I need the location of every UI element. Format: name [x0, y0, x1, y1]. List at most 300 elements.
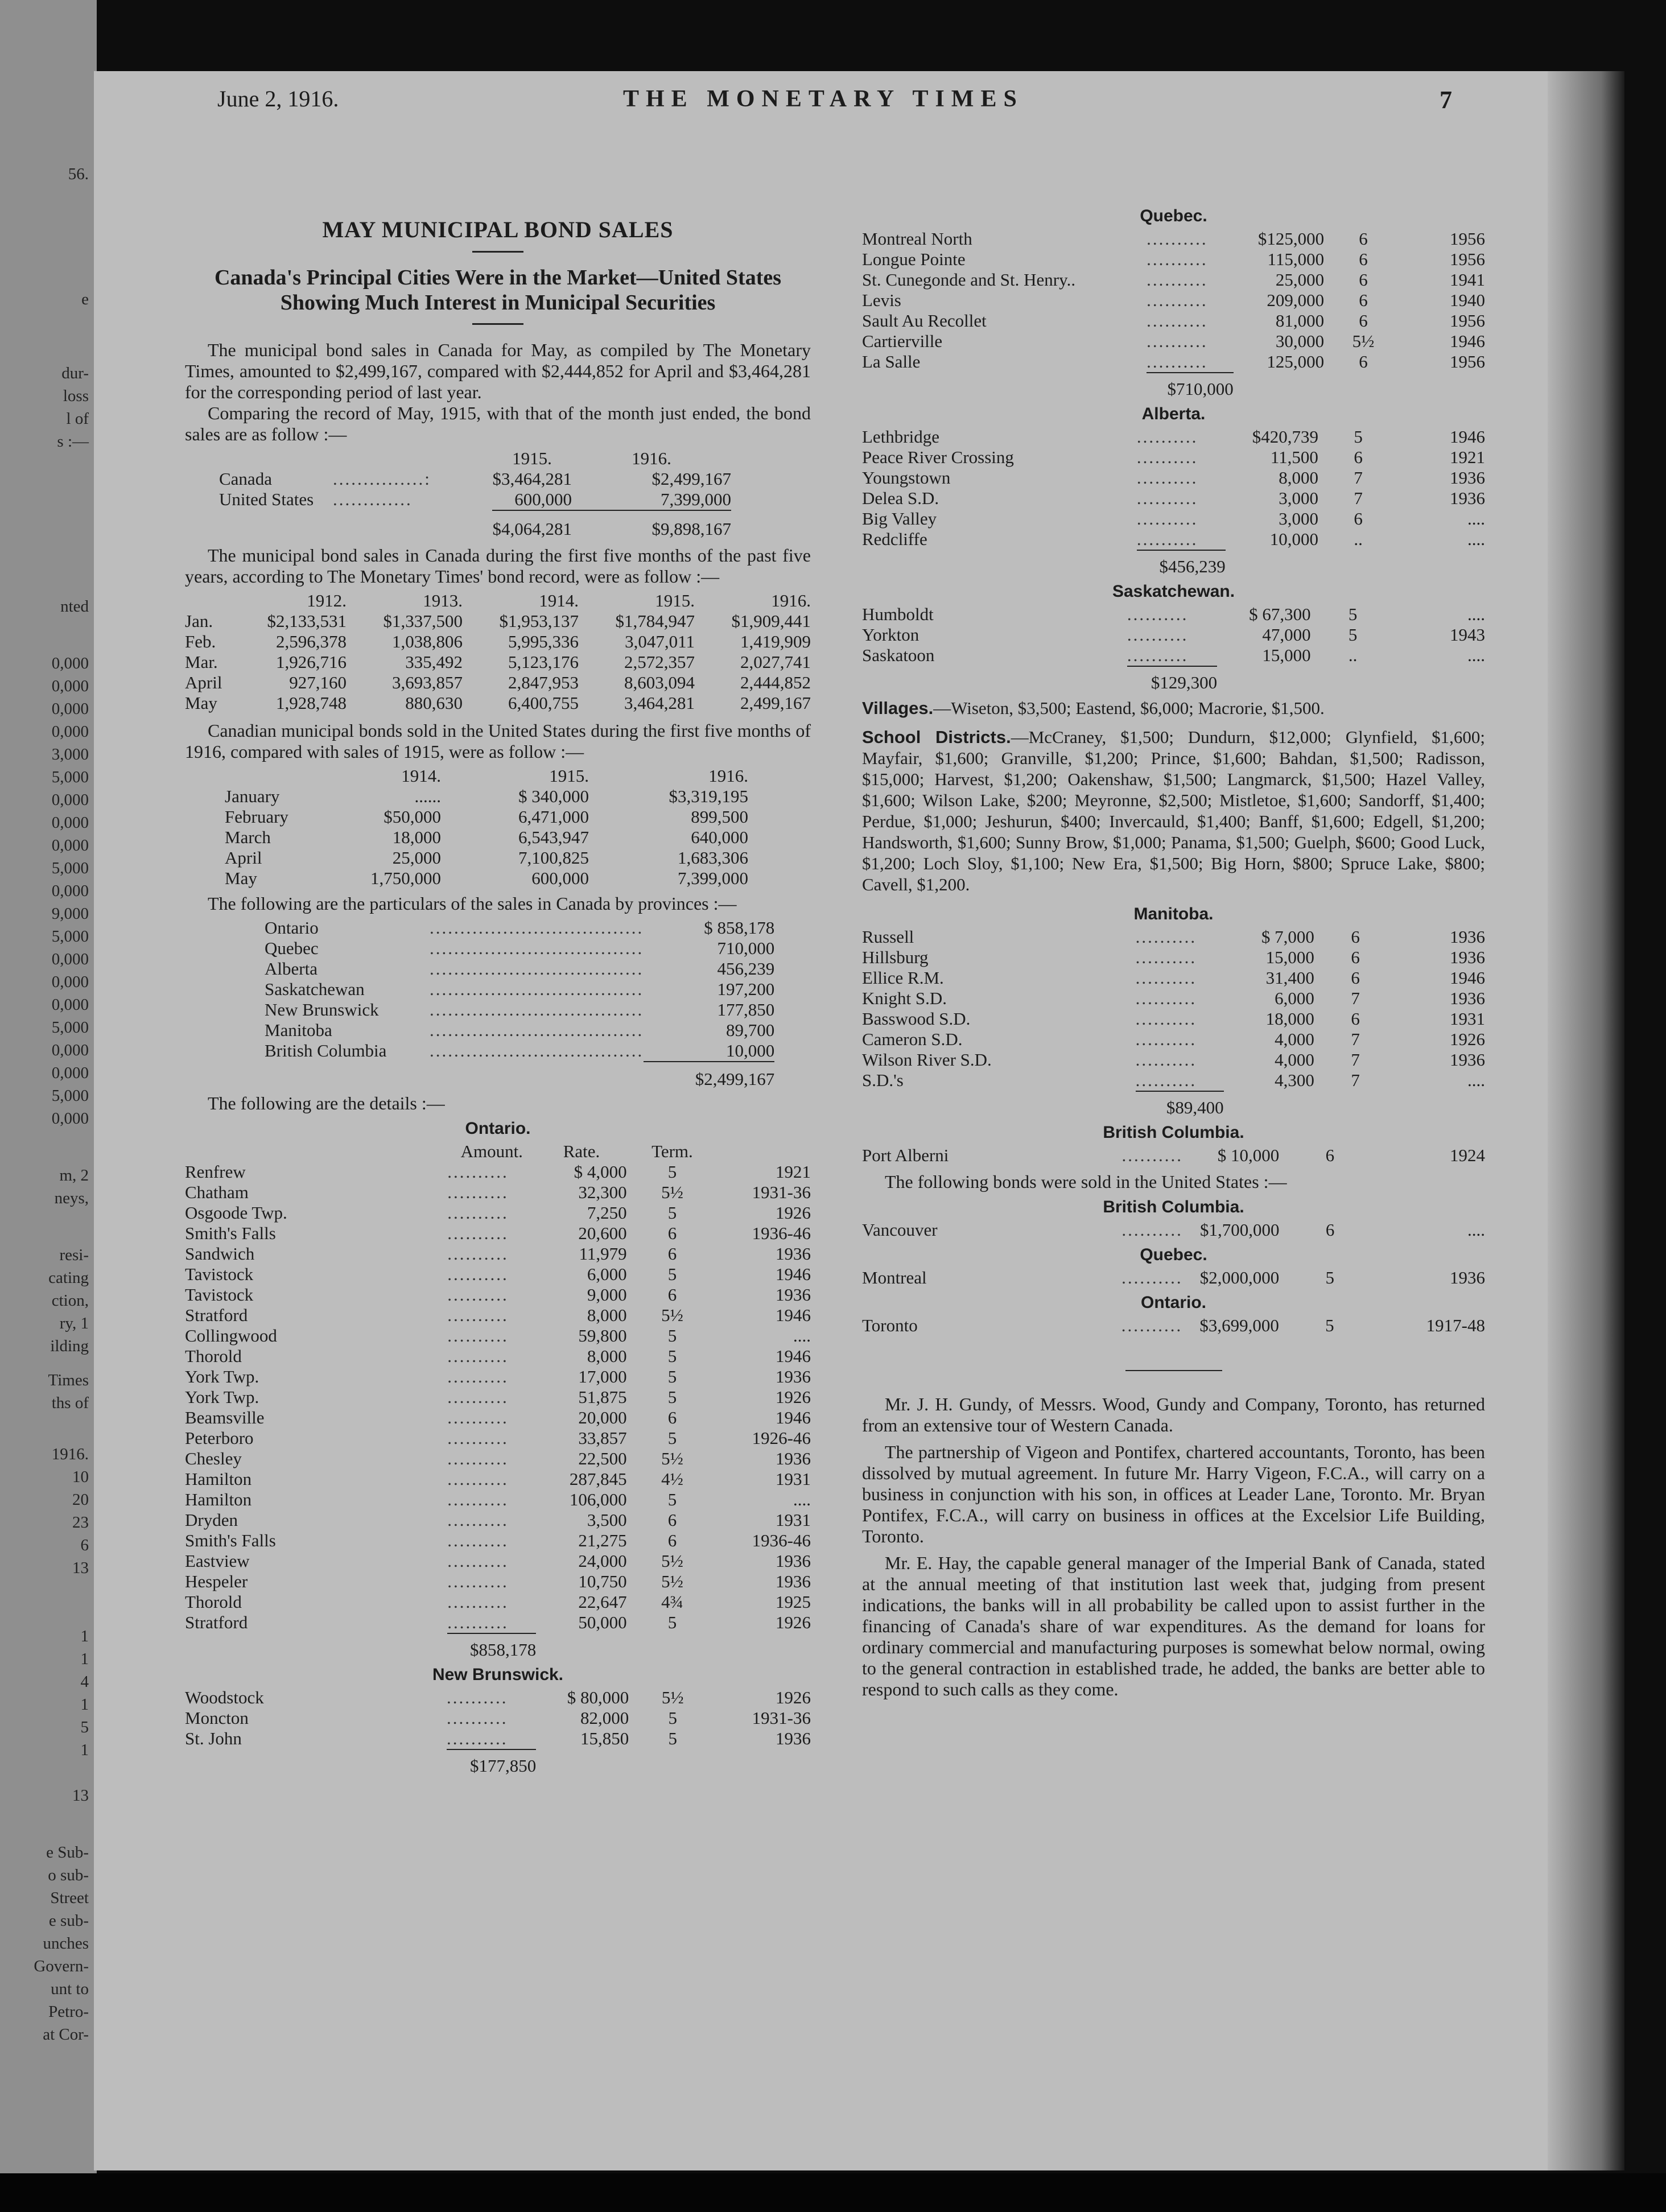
- intro-paragraph: The municipal bond sales in Canada for May, as compiled by The Monetary Times, amounted to $2,499,167, compared with $2,444,852 for April and $3,464,281 for the corresponding period of last year.: [185, 340, 811, 402]
- adjacent-page-text: cating: [48, 1269, 89, 1287]
- amount-cell: 2,572,357: [624, 652, 695, 672]
- total-cell: $89,400: [1136, 1091, 1224, 1118]
- term-cell: ....: [1467, 529, 1485, 549]
- table-row: [862, 1145, 1485, 1166]
- adjacent-page-text: unches: [43, 1934, 89, 1953]
- issue-date: June 2, 1916.: [217, 86, 339, 112]
- place-label: Woodstock: [185, 1687, 264, 1707]
- term-cell: 1956: [1450, 311, 1485, 331]
- amount-cell: 710,000: [717, 938, 775, 958]
- section-heading-manitoba: Manitoba.: [1133, 905, 1214, 923]
- amount-cell: 7,100,825: [518, 848, 589, 868]
- table-row: [862, 468, 1485, 488]
- term-cell: 1946: [776, 1346, 811, 1366]
- amount-cell: 51,875: [578, 1387, 627, 1407]
- total-cell: $129,300: [1127, 666, 1217, 693]
- amount-cell: $ 80,000: [567, 1687, 629, 1707]
- place-label: York Twp.: [185, 1367, 259, 1386]
- leader-dots: ..........: [1121, 1315, 1183, 1335]
- amount-cell: 82,000: [580, 1708, 629, 1728]
- term-cell: 1936: [1450, 1268, 1485, 1287]
- total-cell: $858,178: [447, 1633, 536, 1660]
- adjacent-page-text: resi-: [59, 1246, 89, 1264]
- leader-dots: ..........: [1147, 311, 1208, 331]
- table-row: [185, 1687, 811, 1708]
- place-label: Basswood S.D.: [862, 1009, 971, 1029]
- amount-cell: 5,123,176: [508, 652, 579, 672]
- place-label: Delea S.D.: [862, 488, 939, 508]
- rate-cell: 5: [667, 1612, 677, 1632]
- adjacent-page-text: 5,000: [51, 1087, 89, 1105]
- amount-cell: $3,464,281: [492, 469, 572, 489]
- amount-cell: 22,500: [578, 1448, 627, 1468]
- rate-cell: 6: [1354, 447, 1363, 467]
- table-row: [185, 1489, 811, 1510]
- rate-cell: 5: [1348, 625, 1358, 645]
- table-row: [185, 1428, 811, 1448]
- leader-dots: ..........: [1147, 352, 1208, 372]
- amount-cell: 1,928,748: [276, 693, 347, 713]
- place-label: Thorold: [185, 1346, 242, 1366]
- leader-dots: ..........: [447, 1162, 509, 1182]
- table-row: [185, 1244, 811, 1264]
- amount-cell: 3,000: [1279, 488, 1318, 508]
- amount-cell: $3,319,195: [669, 786, 748, 806]
- section-heading-quebec: Quebec.: [1140, 207, 1207, 225]
- leader-dots: ..........: [447, 1448, 509, 1468]
- amount-cell: 1,683,306: [678, 848, 748, 868]
- rate-cell: 6: [1351, 1009, 1360, 1029]
- adjacent-page-text: 5,000: [51, 927, 89, 946]
- amount-cell: $ 7,000: [1261, 927, 1314, 947]
- adjacent-page-text: loss: [63, 387, 89, 405]
- term-cell: 1936: [1450, 1050, 1485, 1070]
- place-label: Hespeler: [185, 1571, 248, 1591]
- adjacent-page-text: nted: [60, 597, 89, 616]
- adjacent-page-text: 0,000: [51, 836, 89, 855]
- place-label: Hillsburg: [862, 947, 929, 967]
- table-row: [862, 1029, 1485, 1050]
- amount-cell: 4,000: [1275, 1050, 1314, 1070]
- rate-cell: 5½: [1352, 331, 1375, 351]
- table-row: [185, 1367, 811, 1387]
- country-label: United States: [219, 489, 314, 509]
- table-row: [185, 1326, 811, 1346]
- section-heading-new-brunswick: New Brunswick.: [432, 1665, 564, 1684]
- us-bonds-intro: The following bonds were sold in the United States :—: [885, 1171, 1287, 1192]
- leader-dots: ..........: [1135, 1050, 1197, 1070]
- table-row: [185, 1162, 811, 1182]
- amount-cell: 32,300: [578, 1182, 627, 1202]
- adjacent-page-text: 1: [80, 1741, 89, 1759]
- leader-dots: ..........: [1135, 927, 1197, 947]
- leader-dots: ..........: [447, 1346, 509, 1366]
- term-cell: 1936: [1450, 468, 1485, 488]
- leader-dots: ..........: [447, 1285, 509, 1305]
- provinces-table: Ontario ................................... $ 858,178 Quebec ................................... 710,000 Alberta ................................... 456,239 Saskatchewan ................................... 197,200 New Brunswick ................................... 177,850 Manitoba ................................... 89,700 British Columbia ................................... 10,000 $2,499,167: [265, 918, 775, 1089]
- news-item: Mr. E. Hay, the capable general manager of the Imperial Bank of Canada, stated at the annual meeting of that institution last week that, judging from present indications, the banks will in all probability be called upon to assist further in the financing of Canada's share of war expenditures. As the demand for loans for ordinary commercial and manufacturing purposes is somewhat below normal, owing to the general contraction in established trade, he added, the banks are better able to respond to such calls as they come.: [862, 1553, 1485, 1699]
- total-cell: $2,499,167: [644, 1062, 774, 1090]
- us-sales-table: [225, 766, 748, 889]
- amount-cell: 6,000: [1275, 988, 1314, 1008]
- amount-cell: 2,596,378: [276, 632, 347, 651]
- adjacent-page-text: s :—: [57, 432, 89, 451]
- place-label: S.D.'s: [862, 1070, 904, 1090]
- amount-cell: 5,995,336: [508, 632, 579, 651]
- table-row: [185, 1223, 811, 1244]
- section-heading-alberta: Alberta.: [1141, 405, 1206, 423]
- adjacent-page-text: 23: [72, 1513, 89, 1532]
- place-label: Smith's Falls: [185, 1223, 276, 1243]
- place-label: Smith's Falls: [185, 1530, 276, 1550]
- table-row: [862, 927, 1485, 947]
- term-cell: 1931: [776, 1510, 811, 1530]
- leader-dots: ..........: [1135, 988, 1197, 1008]
- adjacent-page-text: 0,000: [51, 882, 89, 900]
- leader-dots: ..........: [1135, 1009, 1197, 1029]
- school-districts-label: School Districts.: [862, 727, 1011, 747]
- leader-dots: ..........: [1147, 290, 1208, 310]
- table-row: [862, 311, 1485, 331]
- leader-dots: ..........: [447, 1428, 509, 1448]
- rate-cell: 6: [667, 1223, 677, 1243]
- leader-dots: ..........: [1127, 604, 1189, 624]
- column-header: Term.: [651, 1141, 693, 1161]
- term-cell: 1936: [1450, 988, 1485, 1008]
- column-header: Amount.: [460, 1141, 523, 1161]
- rate-cell: 4½: [661, 1469, 683, 1489]
- term-cell: ....: [793, 1326, 811, 1346]
- amount-cell: 6,471,000: [518, 807, 589, 827]
- adjacent-page-text: e Sub-: [46, 1843, 89, 1862]
- table-row: [862, 1050, 1485, 1070]
- month-label: February: [225, 807, 288, 827]
- amount-cell: $ 340,000: [518, 786, 589, 806]
- table-row: [862, 509, 1485, 529]
- adjacent-page-text: 0,000: [51, 973, 89, 991]
- table-row: [185, 1285, 811, 1305]
- year-header: 1913.: [423, 591, 463, 610]
- amount-cell: 640,000: [691, 827, 748, 847]
- amount-cell: 3,047,011: [625, 632, 695, 651]
- adjacent-page-text: m, 2: [59, 1166, 89, 1185]
- right-column: [862, 207, 1486, 1700]
- adjacent-page-text: 5,000: [51, 768, 89, 786]
- adjacent-page-text: 1: [80, 1695, 89, 1714]
- month-label: May: [225, 868, 257, 888]
- rate-cell: 5: [1348, 604, 1358, 624]
- leader-dots: ..........: [1121, 1145, 1183, 1165]
- rate-cell: 6: [1351, 927, 1360, 947]
- year-header: 1914.: [539, 591, 579, 610]
- adjacent-page-text: 1916.: [51, 1445, 89, 1463]
- place-label: Toronto: [862, 1315, 918, 1335]
- adjacent-page-text: 1: [80, 1627, 89, 1645]
- amount-cell: 33,857: [578, 1428, 627, 1448]
- term-cell: 1936: [776, 1551, 811, 1571]
- term-cell: 1956: [1450, 352, 1485, 372]
- amount-cell: 927,160: [289, 672, 347, 692]
- place-label: Sandwich: [185, 1244, 255, 1264]
- table-row: [862, 625, 1485, 645]
- article-subtitle: Canada's Principal Cities Were in the Market—United States Showing Much Interest in Municipal Securities: [214, 266, 782, 315]
- place-label: Peterboro: [185, 1428, 254, 1448]
- leader-dots: ..........: [447, 1510, 509, 1530]
- amount-cell: 1,419,909: [740, 632, 811, 651]
- amount-cell: 456,239: [717, 959, 775, 979]
- leader-dots: ..........: [1135, 1070, 1197, 1090]
- adjacent-page-text: 5,000: [51, 859, 89, 877]
- table-row: [862, 488, 1485, 509]
- adjacent-page-text: 4: [80, 1673, 89, 1691]
- amount-cell: 21,275: [578, 1530, 627, 1550]
- place-label: St. John: [185, 1728, 242, 1748]
- amount-cell: 11,979: [579, 1244, 627, 1264]
- publication-title: THE MONETARY TIMES: [623, 86, 1024, 112]
- total-cell: $177,850: [447, 1749, 536, 1776]
- amount-cell: 3,500: [587, 1510, 627, 1530]
- amount-cell: 15,850: [580, 1728, 629, 1748]
- term-cell: ....: [793, 1489, 811, 1509]
- amount-cell: 18,000: [1265, 1009, 1314, 1029]
- left-column: [185, 216, 811, 1776]
- amount-cell: 6,400,755: [508, 693, 579, 713]
- rate-cell: 6: [1325, 1220, 1335, 1240]
- term-cell: 1946: [776, 1264, 811, 1284]
- leader-dots: ..........: [447, 1551, 509, 1571]
- rate-cell: 5½: [661, 1687, 684, 1707]
- section-heading-ontario: Ontario.: [465, 1119, 531, 1138]
- rate-cell: 5: [1354, 427, 1363, 447]
- section-heading-us-ontario: Ontario.: [1140, 1293, 1206, 1312]
- term-cell: 1925: [776, 1592, 811, 1612]
- adjacent-page-text: ths of: [51, 1394, 89, 1412]
- leader-dots: ..........: [447, 1367, 509, 1386]
- rate-cell: 6: [667, 1244, 677, 1264]
- leader-dots: ..........: [447, 1387, 509, 1407]
- quebec-table: [862, 229, 1485, 399]
- table-row: [862, 988, 1485, 1009]
- table-row: [185, 1448, 811, 1469]
- adjacent-page-text: l of: [66, 410, 89, 428]
- term-cell: ....: [1467, 645, 1485, 665]
- month-label: May: [185, 693, 217, 713]
- leader-dots: ..........: [1147, 270, 1208, 290]
- five-year-table: [185, 591, 811, 713]
- leader-dots: ..........: [447, 1728, 508, 1748]
- term-cell: 1956: [1450, 229, 1485, 249]
- table-row: [185, 1408, 811, 1428]
- rate-cell: 6: [1351, 947, 1360, 967]
- leader-dots: ..........: [447, 1708, 508, 1728]
- section-divider: [1125, 1370, 1222, 1371]
- place-label: Port Alberni: [862, 1145, 949, 1165]
- amount-cell: 25,000: [1275, 270, 1325, 290]
- rate-cell: 7: [1351, 1070, 1360, 1090]
- term-cell: 1921: [776, 1162, 811, 1182]
- term-cell: 1936: [776, 1448, 811, 1468]
- month-label: Feb.: [185, 632, 216, 651]
- term-cell: 1931-36: [752, 1708, 811, 1728]
- place-label: La Salle: [862, 352, 921, 372]
- table-row: [862, 968, 1485, 988]
- province-label: Ontario: [265, 918, 319, 938]
- term-cell: 1926: [1450, 1029, 1485, 1049]
- amount-cell: 1,750,000: [370, 868, 441, 888]
- term-cell: 1936: [776, 1244, 811, 1264]
- leader-dots: ..........: [1135, 968, 1197, 988]
- british-columbia-table: [862, 1145, 1485, 1166]
- rate-cell: 6: [667, 1285, 677, 1305]
- amount-cell: 9,000: [587, 1285, 627, 1305]
- place-label: Longue Pointe: [862, 249, 966, 269]
- rate-cell: 5: [1325, 1315, 1334, 1335]
- rate-cell: 7: [1354, 488, 1363, 508]
- rate-cell: 5: [668, 1728, 678, 1748]
- rate-cell: 5½: [661, 1571, 683, 1591]
- total-cell: $710,000: [1147, 373, 1234, 399]
- leader-dots: ..........: [1121, 1220, 1183, 1240]
- rate-cell: 6: [1354, 509, 1363, 529]
- amount-cell: 7,399,000: [661, 489, 731, 509]
- table-row: [862, 947, 1485, 968]
- adjacent-page-text: 13: [72, 1786, 89, 1805]
- adjacent-page-text: Times: [48, 1371, 89, 1389]
- amount-cell: 335,492: [405, 652, 463, 672]
- table-row: [862, 1220, 1485, 1240]
- amount-cell: 17,000: [578, 1367, 627, 1386]
- amount-cell: 287,845: [569, 1469, 627, 1489]
- rate-cell: 5½: [661, 1305, 683, 1325]
- amount-cell: 25,000: [392, 848, 441, 868]
- rate-cell: 6: [1359, 311, 1368, 331]
- amount-cell: $2,000,000: [1199, 1268, 1280, 1287]
- table-row: [862, 270, 1485, 290]
- adjacent-page-text: 0,000: [51, 791, 89, 809]
- villages-label: Villages.: [862, 698, 934, 718]
- term-cell: 1946: [1450, 427, 1485, 447]
- adjacent-page-text: neys,: [54, 1189, 89, 1207]
- amount-cell: $50,000: [383, 807, 441, 827]
- leader-dots: ..........: [1136, 427, 1198, 447]
- place-label: St. Cunegonde and St. Henry..: [862, 270, 1076, 290]
- amount-cell: 106,000: [569, 1489, 627, 1509]
- amount-cell: 2,847,953: [508, 672, 579, 692]
- rate-cell: 5: [667, 1428, 677, 1448]
- adjacent-page-text: 20: [72, 1491, 89, 1509]
- amount-cell: 880,630: [405, 693, 463, 713]
- term-cell: 1936: [776, 1571, 811, 1591]
- amount-cell: 59,800: [578, 1326, 627, 1346]
- table-row: [862, 229, 1485, 249]
- term-cell: ....: [1467, 1220, 1485, 1240]
- section-heading-saskatchewan: Saskatchewan.: [1112, 582, 1235, 601]
- place-label: Dryden: [185, 1510, 238, 1530]
- table-row: [185, 1203, 811, 1223]
- school-districts-text: —McCraney, $1,500; Dundurn, $12,000; Glynfield, $1,600; Mayfair, $1,600; Granville, $1,200; Prince, $1,600; Bahdan, $1,500; Radisson, $15,000; Harvest, $1,200; Oakenshaw, $1,500; Langmarck, $1,500; Hazel Valley, $1,600; Wilson Lake, $200; Meyronne, $2,500; Mistletoe, $1,600; Sandorff, $1,400; Perdue, $1,000; Jeshurun, $400; Invercauld, $1,400; Banff, $1,600; Edgell, $1,200; Handsworth, $1,600; Sunny Brow, $1,000; Panama, $1,500; Guelph, $600; Good Luck, $1,200; Loch Sloy, $1,100; New Era, $1,500; Big Horn, $800; Spruce Lake, $800; Cavell, $1,200.: [862, 727, 1486, 894]
- place-label: Levis: [862, 290, 901, 310]
- adjacent-page-text: 0,000: [51, 700, 89, 718]
- rate-cell: 6: [1359, 249, 1368, 269]
- table-row: [185, 1592, 811, 1612]
- rate-cell: 5: [667, 1264, 677, 1284]
- table-row: [862, 1268, 1485, 1288]
- ontario-table: [185, 1141, 811, 1660]
- place-label: Yorkton: [862, 625, 919, 645]
- amount-cell: $1,337,500: [383, 611, 463, 631]
- rate-cell: 7: [1351, 988, 1360, 1008]
- adjacent-page-text: 0,000: [51, 950, 89, 968]
- leader-dots: ..........: [447, 1244, 509, 1264]
- amount-cell: $125,000: [1257, 229, 1325, 249]
- amount-cell: 8,000: [587, 1346, 627, 1366]
- five-year-paragraph: The municipal bond sales in Canada during the first five months of the past five years, according to The Monetary Times' bond record, were as follow :—: [185, 545, 811, 587]
- leader-dots: ..........: [1136, 468, 1198, 488]
- province-label: British Columbia: [265, 1041, 387, 1060]
- amount-cell: 10,000: [726, 1041, 775, 1060]
- place-label: Stratford: [185, 1612, 248, 1632]
- leader-dots: ..........: [1136, 529, 1198, 549]
- rate-cell: 5½: [661, 1448, 683, 1468]
- adjacent-page-text: 10: [72, 1468, 89, 1486]
- term-cell: 1921: [1450, 447, 1485, 467]
- adjacent-page-text: 5,000: [51, 1018, 89, 1037]
- place-label: Montreal North: [862, 229, 972, 249]
- table-row: [185, 1530, 811, 1551]
- rate-cell: 6: [667, 1530, 677, 1550]
- leader-dots: ..........: [447, 1305, 509, 1325]
- table-row: [185, 1612, 811, 1633]
- amount-cell: 10,750: [578, 1571, 627, 1591]
- rate-cell: 6: [1359, 352, 1368, 372]
- place-label: Redcliffe: [862, 529, 927, 549]
- news-item: Mr. J. H. Gundy, of Messrs. Wood, Gundy and Company, Toronto, has returned from an extensive tour of Western Canada.: [862, 1394, 1485, 1435]
- amount-cell: $420,739: [1252, 427, 1318, 447]
- month-label: March: [225, 827, 271, 847]
- rate-cell: 5: [667, 1326, 677, 1346]
- year-header: 1916.: [632, 448, 671, 468]
- school-districts-paragraph: [862, 727, 1485, 895]
- place-label: Renfrew: [185, 1162, 246, 1182]
- amount-cell: 15,000: [1262, 645, 1311, 665]
- month-label: January: [225, 786, 280, 806]
- term-cell: 1936-46: [752, 1530, 811, 1550]
- term-cell: 1936: [1450, 947, 1485, 967]
- rate-cell: ..: [1348, 645, 1358, 665]
- adjacent-page-text: 5: [80, 1718, 89, 1736]
- table-row: [185, 1469, 811, 1489]
- rate-cell: ..: [1354, 529, 1363, 549]
- term-cell: 1936: [776, 1285, 811, 1305]
- table-row: [862, 427, 1485, 447]
- term-cell: 1940: [1450, 290, 1485, 310]
- rate-cell: 5: [668, 1708, 678, 1728]
- place-label: Lethbridge: [862, 427, 940, 447]
- place-label: Hamilton: [185, 1489, 252, 1509]
- year-header: 1915.: [655, 591, 695, 610]
- table-row: [185, 1708, 811, 1728]
- place-label: Moncton: [185, 1708, 249, 1728]
- amount-cell: 177,850: [717, 1000, 775, 1020]
- leader-dots: ..........: [447, 1571, 509, 1591]
- leader-dots: ..........: [447, 1592, 509, 1612]
- amount-cell: 47,000: [1262, 625, 1311, 645]
- us-quebec-table: [862, 1268, 1485, 1288]
- total-cell: $456,239: [1137, 550, 1226, 577]
- leader-dots: ..........: [447, 1612, 509, 1632]
- term-cell: 1956: [1450, 249, 1485, 269]
- table-row: [185, 1551, 811, 1571]
